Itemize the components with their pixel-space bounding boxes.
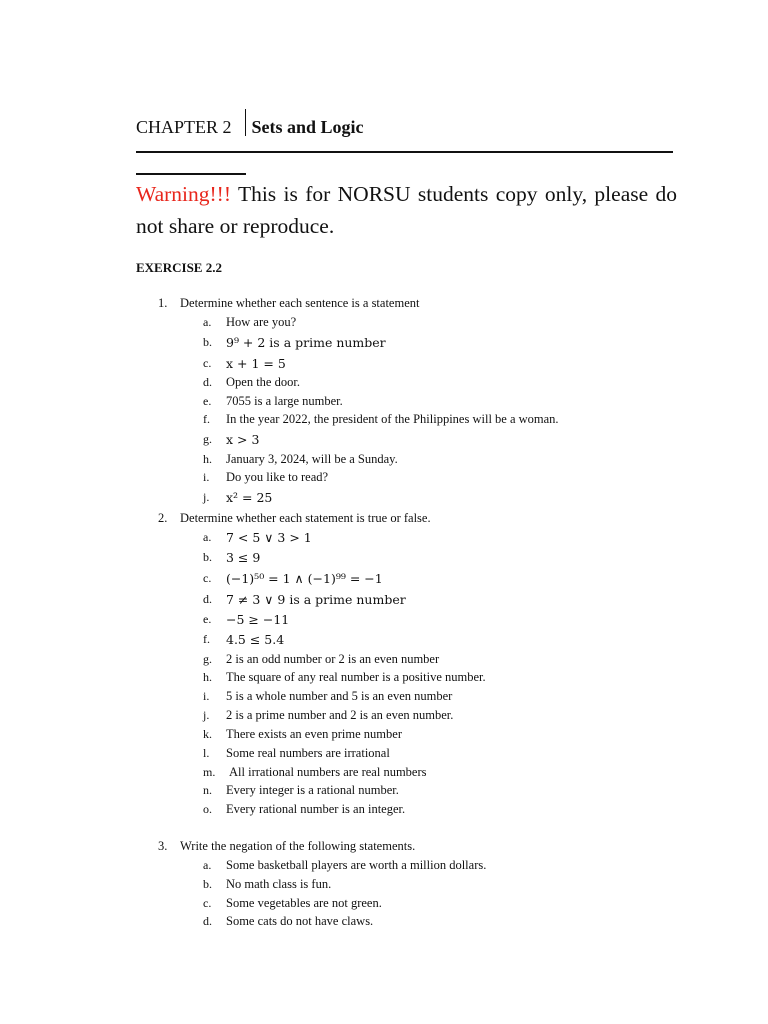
item-text: The square of any real number is a positive number.: [226, 670, 486, 684]
item-text: x > 3: [226, 432, 260, 447]
item-text: 7 < 5 ∨ 3 > 1: [226, 530, 312, 545]
item-text: Some real numbers are irrational: [226, 746, 390, 760]
item-text: x + 1 = 5: [226, 356, 286, 371]
question-prompt: Write the negation of the following statements.: [180, 839, 416, 853]
list-item: [203, 432, 259, 447]
list-item: [203, 315, 296, 330]
item-letter: f.: [203, 412, 210, 426]
list-item: [203, 356, 286, 371]
item-text: How are you?: [226, 315, 297, 329]
item-letter: d.: [203, 592, 212, 606]
item-text: No math class is fun.: [226, 877, 332, 891]
header-rule-short: [136, 173, 246, 175]
item-letter: b.: [203, 335, 212, 349]
item-text: −5 ≥ −11: [226, 612, 290, 627]
list-item: [203, 470, 328, 485]
question-number: 3.: [158, 839, 168, 853]
question-prompt: Determine whether each statement is true or false.: [180, 511, 431, 525]
item-letter: e.: [203, 394, 212, 408]
list-item: [203, 632, 284, 647]
item-letter: b.: [203, 550, 212, 564]
list-item: [203, 783, 399, 798]
header-rule: [136, 151, 673, 153]
list-item: [203, 765, 427, 780]
item-letter: f.: [203, 632, 210, 646]
item-text: x² = 25: [226, 490, 273, 505]
item-text: All irrational numbers are real numbers: [229, 765, 427, 779]
list-item: [203, 592, 406, 607]
item-text: Some basketball players are worth a million dollars.: [226, 858, 487, 872]
list-item: [203, 490, 272, 505]
list-item: [203, 335, 386, 350]
list-item: [203, 652, 439, 667]
item-letter: i.: [203, 689, 210, 703]
question-prompt: Determine whether each sentence is a statement: [180, 296, 420, 310]
exercise-title: EXERCISE 2.2: [136, 260, 222, 275]
item-text: 9⁹ + 2 is a prime number: [226, 335, 386, 350]
item-letter: g.: [203, 432, 212, 446]
list-item: [203, 896, 382, 911]
list-item: [203, 375, 300, 390]
item-text: Every integer is a rational number.: [226, 783, 399, 797]
item-text: Open the door.: [226, 375, 300, 389]
list-item: [203, 530, 312, 545]
item-letter: n.: [203, 783, 212, 797]
list-item: [203, 394, 343, 409]
chapter-number: CHAPTER 2: [136, 116, 232, 137]
item-letter: c.: [203, 896, 212, 910]
item-text: There exists an even prime number: [226, 727, 402, 741]
item-text: January 3, 2024, will be a Sunday.: [226, 452, 398, 466]
item-letter: g.: [203, 652, 212, 666]
item-text: Every rational number is an integer.: [226, 802, 406, 816]
list-item: [203, 412, 559, 427]
list-item: [203, 877, 331, 892]
list-item: [203, 914, 373, 929]
list-item: [203, 670, 486, 685]
item-letter: a.: [203, 530, 212, 544]
list-item: [203, 727, 402, 742]
list-item: [203, 571, 383, 586]
list-item: [203, 802, 405, 817]
list-item: [203, 858, 486, 873]
item-letter: o.: [203, 802, 212, 816]
question-number: 2.: [158, 511, 168, 525]
warning-text: This is for NORSU students copy only, please do not share or reproduce.: [136, 182, 677, 238]
item-text: Some cats do not have claws.: [226, 914, 374, 928]
item-letter: k.: [203, 727, 212, 741]
chapter-divider: [245, 109, 246, 136]
item-letter: i.: [203, 470, 210, 484]
item-letter: h.: [203, 670, 212, 684]
item-text: 4.5 ≤ 5.4: [226, 632, 285, 647]
item-text: 7055 is a large number.: [226, 394, 343, 408]
item-text: 2 is a prime number and 2 is an even number.: [226, 708, 454, 722]
item-letter: l.: [203, 746, 210, 760]
list-item: [203, 612, 289, 627]
item-letter: a.: [203, 315, 212, 329]
item-text: Some vegetables are not green.: [226, 896, 382, 910]
item-text: 2 is an odd number or 2 is an even number: [226, 652, 440, 666]
question-1: [158, 296, 419, 311]
item-letter: m.: [203, 765, 216, 779]
item-letter: j.: [203, 708, 210, 722]
question-3: [158, 839, 415, 854]
list-item: [203, 708, 453, 723]
chapter-title: Sets and Logic: [251, 116, 364, 137]
item-text: (−1)⁵⁰ = 1 ∧ (−1)⁹⁹ = −1: [226, 571, 383, 586]
item-letter: d.: [203, 375, 212, 389]
item-letter: a.: [203, 858, 212, 872]
list-item: [203, 746, 390, 761]
item-text: 7 ≠ 3 ∨ 9 is a prime number: [226, 592, 406, 607]
item-letter: j.: [203, 490, 210, 504]
question-2: [158, 511, 431, 526]
chapter-header: [136, 114, 364, 140]
list-item: [203, 689, 452, 704]
item-letter: d.: [203, 914, 212, 928]
item-text: 3 ≤ 9: [226, 550, 261, 565]
item-text: Do you like to read?: [226, 470, 329, 484]
item-letter: h.: [203, 452, 212, 466]
item-letter: b.: [203, 877, 212, 891]
item-letter: e.: [203, 612, 212, 626]
item-letter: c.: [203, 571, 212, 585]
item-text: In the year 2022, the president of the Philippines will be a woman.: [226, 412, 559, 426]
question-number: 1.: [158, 296, 168, 310]
list-item: [203, 550, 260, 565]
list-item: [203, 452, 398, 467]
warning-label: Warning!!!: [136, 182, 231, 206]
warning-notice: [136, 178, 677, 242]
item-text: 5 is a whole number and 5 is an even number: [226, 689, 453, 703]
item-letter: c.: [203, 356, 212, 370]
